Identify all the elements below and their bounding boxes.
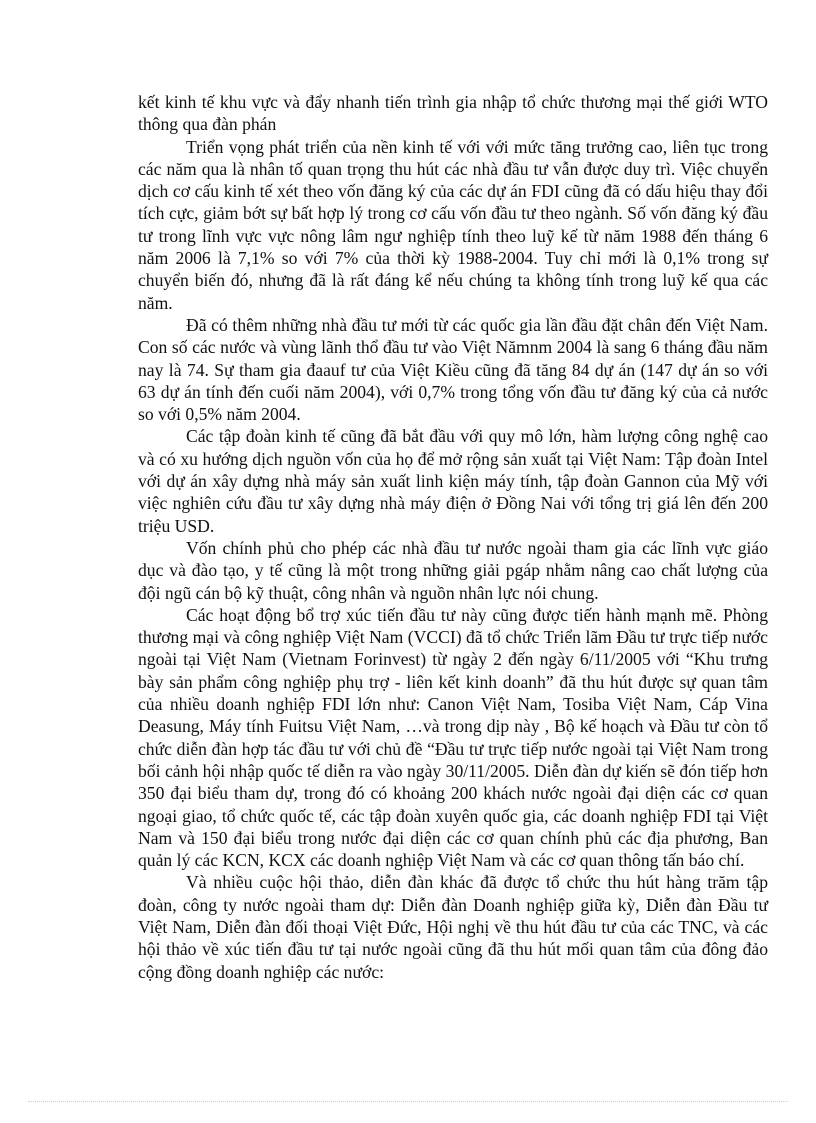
paragraph: kết kinh tế khu vực và đẩy nhanh tiến trình gia nhập tổ chức thương mại thế giới WTO thông qua đàn phán [138,92,768,135]
paragraph: Và nhiều cuộc hội thảo, diễn đàn khác đã được tổ chức thu hút hàng trăm tập đoàn, công ty nước ngoài tham dự: Diễn đàn Doanh nghiệp giữa kỳ, Diễn đàn Đầu tư Việt Nam, Diễn đàn đối thoại Việt Đức, Hội nghị về thu hút đầu tư của các TNC, và các hội thảo về xúc tiến đầu tư tại nước ngoài cũng đã thu hút mối quan tâm của đông đảo cộng đồng doanh nghiệp các nước: [138,872,768,982]
body-text [138,91,768,983]
paragraph: Đã có thêm những nhà đầu tư mới từ các quốc gia lần đầu đặt chân đến Việt Nam. Con số các nước và vùng lãnh thổ đầu tư vào Việt Nămnm 2004 là sang 6 tháng đầu năm nay là 74. Sự tham gia đaauf tư của Việt Kiều cũng đã tăng 84 dự án (147 dự án so với 63 dự án tính đến cuối năm 2004), với 0,7% trong tổng vốn đầu tư đăng ký của cả nước so với 0,5% năm 2004. [138,314,768,425]
paragraph: Triển vọng phát triển của nền kinh tế với với mức tăng trưởng cao, liên tục trong các năm qua là nhân tố quan trọng thu hút các nhà đầu tư vẫn được duy trì. Việc chuyển dịch cơ cấu kinh tế xét theo vốn đăng ký của các dự án FDI cũng đã có dấu hiệu thay đổi tích cực, giảm bớt sự bất hợp lý trong cơ cấu vốn đầu tư theo ngành. Số vốn đăng ký đầu tư trong lĩnh vực vực nông lâm ngư nghiệp tính theo luỹ kế từ năm 1988 đến tháng 6 năm 2006 là 7,1% so với 7% của thời kỳ 1988-2004. Tuy chỉ mới là 0,1% trong sự chuyển biến đó, nhưng đã là rất đáng kể nếu chúng ta không tính trong luỹ kế qua các năm. [138,136,768,313]
page-bottom-divider [28,1101,788,1102]
paragraph: Vốn chính phủ cho phép các nhà đầu tư nước ngoài tham gia các lĩnh vực giáo dục và đào tạo, y tế cũng là một trong những giải pgáp nhằm nâng cao chất lượng của đội ngũ cán bộ kỹ thuật, công nhân và nguồn nhân lực nói chung. [138,537,768,603]
paragraph: Các tập đoàn kinh tế cũng đã bắt đầu với quy mô lớn, hàm lượng công nghệ cao và có xu hướng dịch nguồn vốn của họ để mở rộng sản xuất tại Việt Nam: Tập đoàn Intel với dự án xây dựng nhà máy sản xuất linh kiện máy tính, tập đoàn Gannon của Mỹ với việc nghiên cứu đầu tư xây dựng nhà máy điện ở Đồng Nai với tổng trị giá lên đến 200 triệu USD. [138,426,768,536]
paragraph: Các hoạt động bổ trợ xúc tiến đầu tư này cũng được tiến hành mạnh mẽ. Phòng thương mại và công nghiệp Việt Nam (VCCI) đã tổ chức Triển lãm Đầu tư trực tiếp nước ngoài tại Việt Nam (Vietnam Forinvest) từ ngày 2 đến ngày 6/11/2005 với “Khu trưng bày sản phẩm công nghiệp phụ trợ - liên kết kinh doanh” đã thu hút được sự quan tâm của nhiều doanh nghiệp FDI lớn như: Canon Việt Nam, Tosiba Việt Nam, Cáp Vina Deasung, Máy tính Fuitsu Việt Nam, …và trong dịp này , Bộ kế hoạch và Đầu tư còn tổ chức diễn đàn hợp tác đầu tư với chủ đề “Đầu tư trực tiếp nước ngoài tại Việt Nam trong bối cảnh hội nhập quốc tế diễn ra vào ngày 30/11/2005. Diễn đàn dự kiến sẽ đón tiếp hơn 350 đại biểu tham dự, trong đó có khoảng 200 khách nước ngoài đại diện các cơ quan ngoại giao, tổ chức quốc tế, các tập đoàn xuyên quốc gia, các doanh nghiệp FDI tại Việt Nam và 150 đại biểu trong nước đại diện các cơ quan chính phủ các địa phương, Ban quản lý các KCN, KCX các doanh nghiệp Việt Nam và các cơ quan thông tấn báo chí. [138,604,768,871]
